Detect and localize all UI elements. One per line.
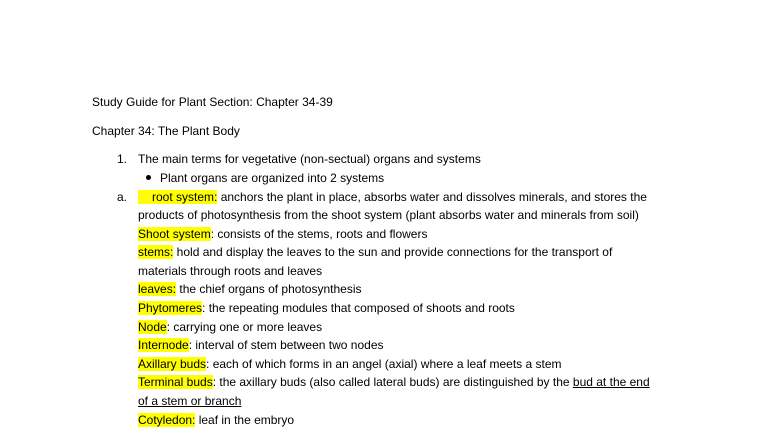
phytomeres-def: : the repeating modules that composed of shoots and roots xyxy=(202,301,515,315)
node-term: Node xyxy=(138,320,167,334)
axillary-buds-def: : each of which forms in an angel (axial) where a leaf meets a stem xyxy=(206,357,562,371)
root-system-term: root system: xyxy=(138,190,217,204)
axillary-buds-line xyxy=(138,357,562,371)
terminal-buds-line-2 xyxy=(138,394,241,408)
root-system-def-1: anchors the plant in place, absorbs water and dissolves minerals, and stores the xyxy=(217,190,647,204)
internode-def: : interval of stem between two nodes xyxy=(188,338,384,352)
axillary-buds-term: Axillary buds xyxy=(138,357,207,371)
bullet-marker xyxy=(146,171,151,185)
phytomeres-term: Phytomeres xyxy=(138,301,203,315)
shoot-system-line xyxy=(138,227,427,241)
cotyledon-term: Cotyledon: xyxy=(138,413,196,427)
bullet-dot-icon xyxy=(146,175,151,180)
node-line xyxy=(138,320,322,334)
phytomeres-line xyxy=(138,301,515,315)
terminal-buds-underlined-2: of a stem or branch xyxy=(138,394,242,408)
cotyledon-def: leaf in the embryo xyxy=(195,413,295,427)
sublist-label-a: a. xyxy=(117,190,128,204)
terminal-buds-term: Terminal buds xyxy=(138,375,213,389)
terminal-buds-underlined-1: bud at the end xyxy=(572,375,650,389)
chapter-heading: Chapter 34: The Plant Body xyxy=(92,124,240,138)
terminal-buds-line-1 xyxy=(138,375,650,389)
shoot-system-term: Shoot system xyxy=(138,227,211,241)
internode-term: Internode xyxy=(138,338,189,352)
terminal-buds-def-1: : the axillary buds (also called lateral buds) are distinguished by the xyxy=(212,375,573,389)
stems-def-2: materials through roots and leaves xyxy=(138,264,323,278)
leaves-def: the chief organs of photosynthesis xyxy=(176,282,362,296)
list-item-1-text: The main terms for vegetative (non-sectual) organs and systems xyxy=(138,152,481,166)
stems-def-1: hold and display the leaves to the sun and provide connections for the transport of xyxy=(173,245,613,259)
leaves-term: leaves: xyxy=(138,282,177,296)
root-system-def-2: products of photosynthesis from the shoot system (plant absorbs water and minerals from soil) xyxy=(138,208,639,222)
bullet-text: Plant organs are organized into 2 systems xyxy=(160,171,385,185)
list-number-1: 1. xyxy=(117,152,128,166)
cotyledon-line xyxy=(138,413,294,427)
stems-line-1 xyxy=(138,245,612,259)
leaves-line xyxy=(138,282,361,296)
internode-line xyxy=(138,338,384,352)
node-def: : carrying one or more leaves xyxy=(166,320,323,334)
stems-term: stems: xyxy=(138,245,174,259)
study-guide-title: Study Guide for Plant Section: Chapter 34-39 xyxy=(92,95,333,109)
shoot-system-def: : consists of the stems, roots and flowers xyxy=(210,227,428,241)
root-system-line-1 xyxy=(138,190,647,204)
